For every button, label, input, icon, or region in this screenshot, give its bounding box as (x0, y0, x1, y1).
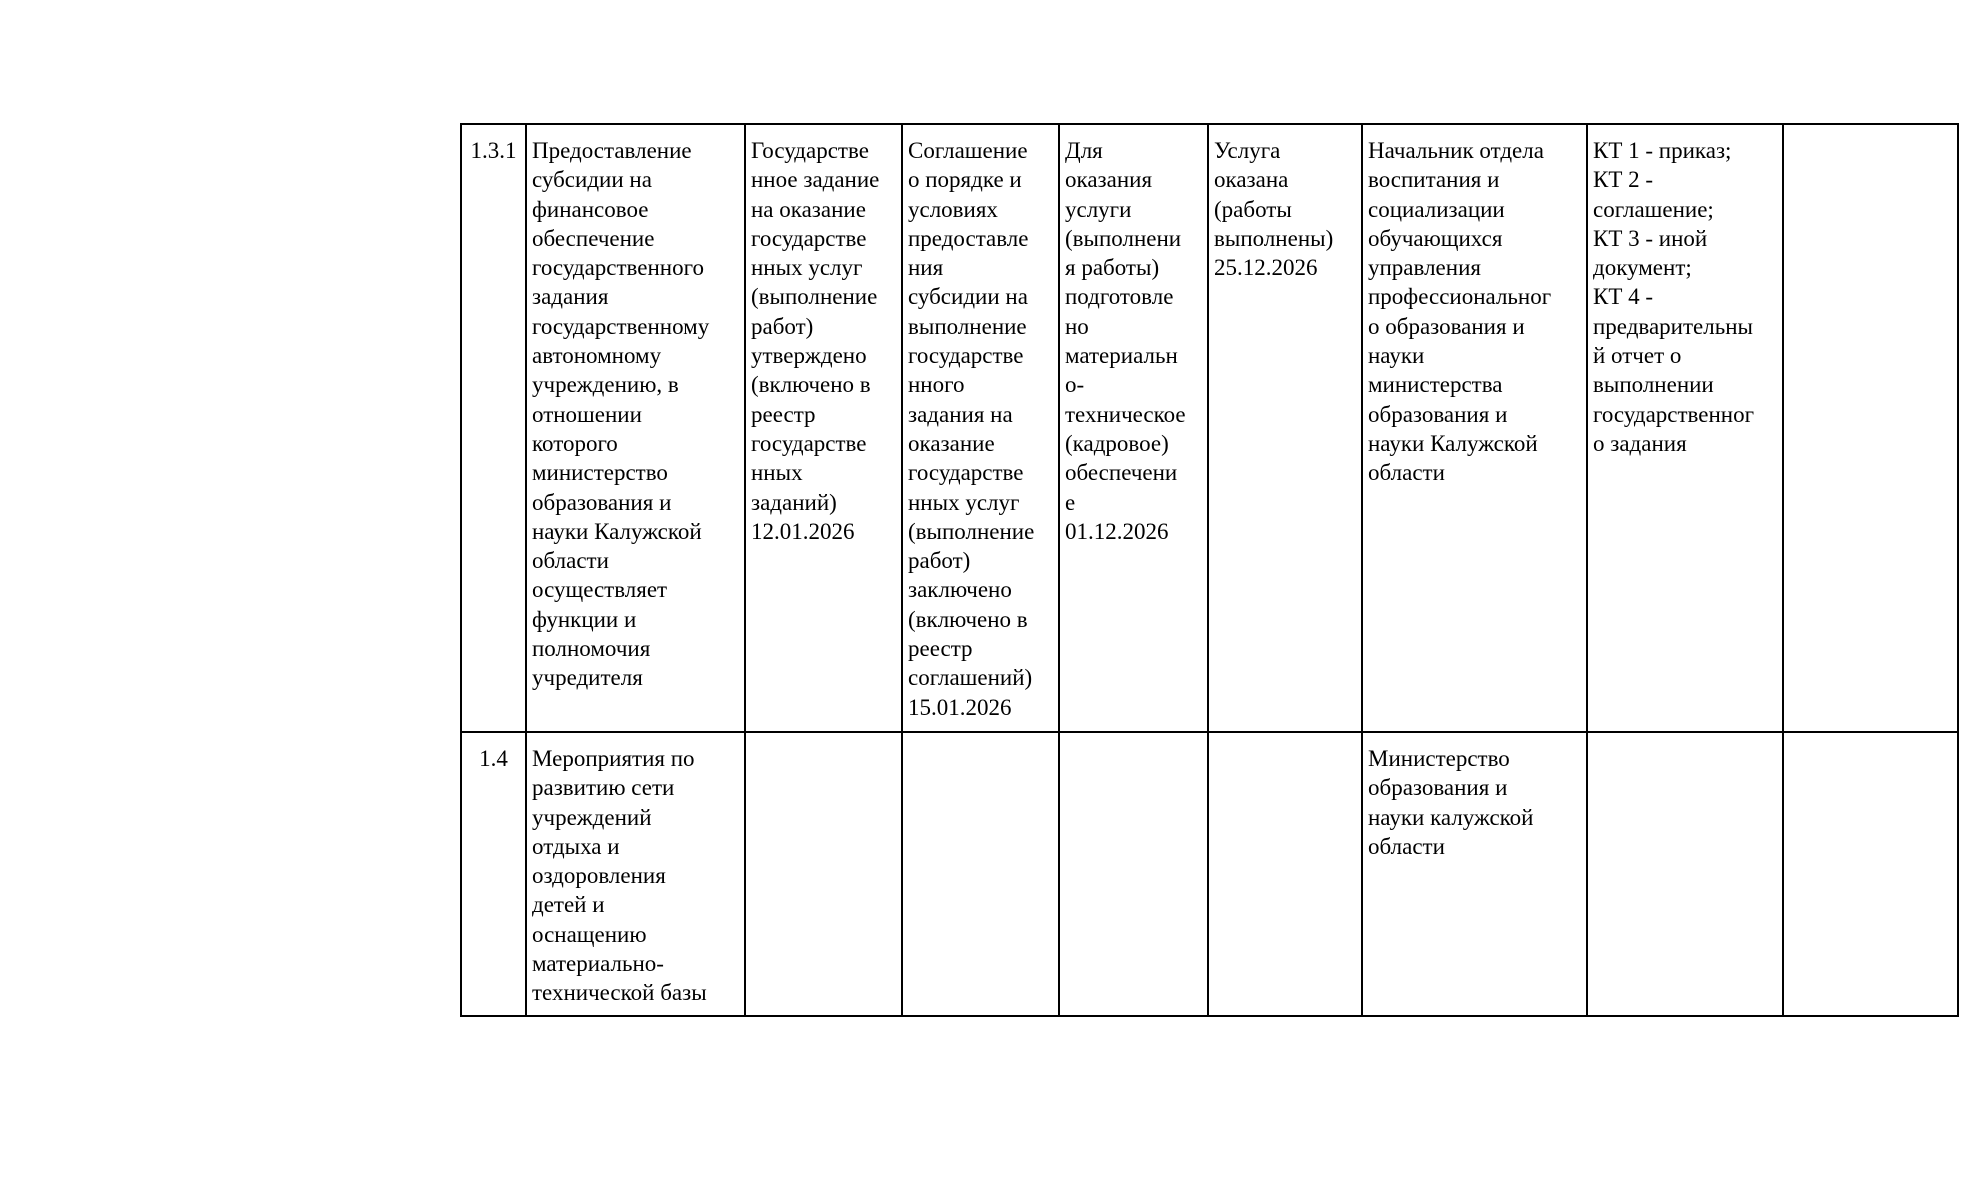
checkpoint-1-cell: Государстве нное задание на оказание государстве нных услуг (выполнение работ) утверждено (включено в реестр государстве нных заданий) 12.01.2026 (745, 124, 902, 732)
checkpoint-3-cell (1059, 732, 1208, 1016)
checkpoint-2-cell (902, 732, 1059, 1016)
event-name-cell: Мероприятия по развитию сети учреждений отдыха и оздоровления детей и оснащению материально- технической базы (526, 732, 745, 1016)
checkpoint-4-cell: Услуга оказана (работы выполнены) 25.12.2026 (1208, 124, 1362, 732)
row-number: 1.3.1 (461, 124, 526, 732)
extra-cell (1783, 124, 1958, 732)
responsible-cell: Начальник отдела воспитания и социализации обучающихся управления профессиональног о образования и науки министерства образования и науки Калужской области (1362, 124, 1587, 732)
checkpoint-1-cell (745, 732, 902, 1016)
checkpoint-4-cell (1208, 732, 1362, 1016)
table-row (461, 732, 1958, 1016)
extra-cell (1783, 732, 1958, 1016)
event-name-cell: Предоставление субсидии на финансовое обеспечение государственного задания государственному автономному учреждению, в отношении которого министерство образования и науки Калужской области осуществляет функции и полномочия учредителя (526, 124, 745, 732)
documents-cell: КТ 1 - приказ; КТ 2 - соглашение; КТ 3 - иной документ; КТ 4 - предварительны й отчет о выполнении государственног о задания (1587, 124, 1783, 732)
checkpoint-3-cell: Для оказания услуги (выполнени я работы) подготовле но материальн о- техническое (кадровое) обеспечени е 01.12.2026 (1059, 124, 1208, 732)
checkpoint-2-cell: Соглашение о порядке и условиях предоставле ния субсидии на выполнение государстве нного задания на оказание государстве нных услуг (выполнение работ) заключено (включено в реестр соглашений) 15.01.2026 (902, 124, 1059, 732)
row-number: 1.4 (461, 732, 526, 1016)
table-row (461, 124, 1958, 732)
plan-table (460, 123, 1959, 1017)
responsible-cell: Министерство образования и науки калужской области (1362, 732, 1587, 1016)
documents-cell (1587, 732, 1783, 1016)
